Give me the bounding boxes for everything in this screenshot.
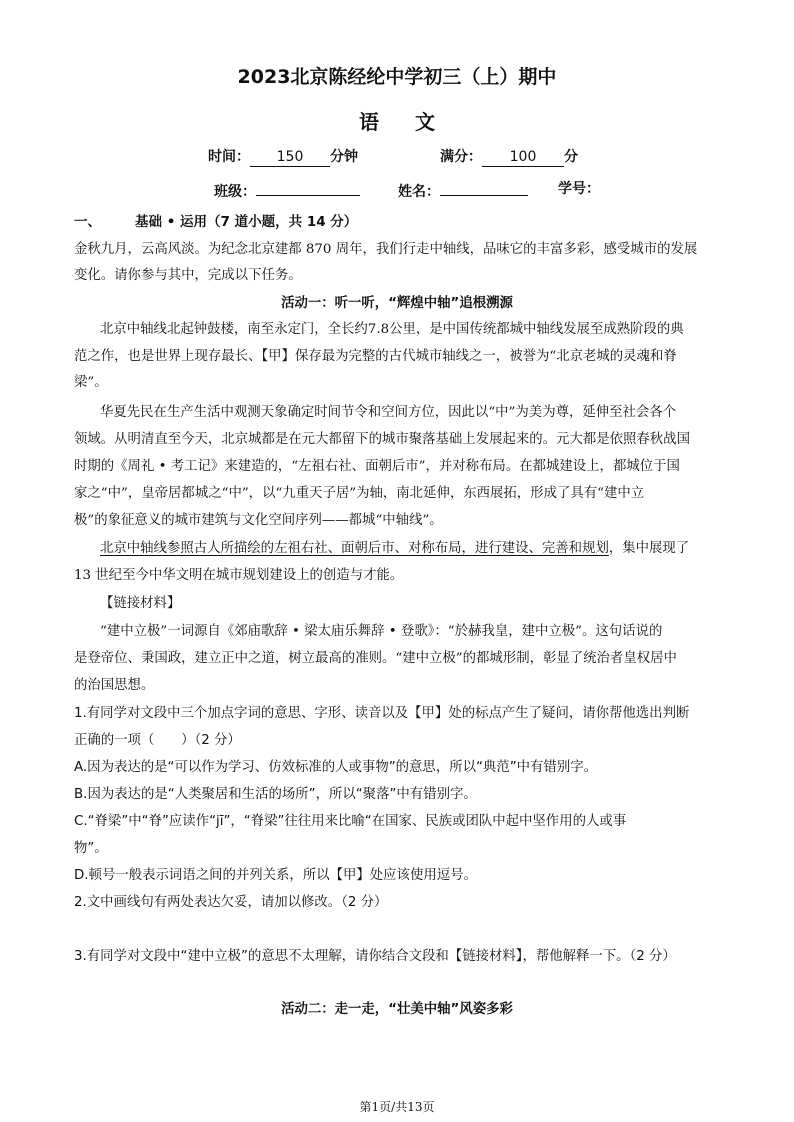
intro-line-2: 变化。请你参与其中，完成以下任务。 [74, 268, 302, 283]
a1-p3-line-2: 13 世纪至今中华文明在城市规划建设上的创造与才能。 [74, 568, 404, 583]
option-a: A.因为表达的是“可以作为学习、仿效标准的人或事物”的意思，所以“典范”中有错别字。 [74, 760, 597, 775]
exam-title: 2023北京陈经纶中学初三（上）期中 [237, 66, 557, 88]
link-line-3: 的治国思想。 [74, 678, 155, 693]
a1-p2-line-2: 领域。从明清直至今天，北京城都是在元大都留下的城市聚落基础上发展起来的。元大都是依照春秋战国 [74, 432, 690, 447]
question-1-line-1: 1.有同学对文段中三个加点字词的意思、字形、读音以及【甲】处的标点产生了疑问，请你帮他选出判断 [74, 706, 690, 721]
a1-p2-line-5: 极”的象征意义的城市建筑与文化空间序列——都城“中轴线”。 [74, 513, 443, 528]
score-unit: 分 [564, 149, 578, 165]
class-row [214, 178, 360, 201]
page-footer: 第1页/共13页 [359, 1100, 435, 1114]
a1-p2-line-4: 家之“中”，皇帝居都城之“中”，以“九重天子居”为轴，南北延伸，东西展拓，形成了具有“建中立 [74, 486, 645, 501]
id-label: 学号： [558, 181, 600, 197]
link-line-1: “建中立极”一词源自《郊庙歌辞 • 梁太庙乐舞辞 • 登歌》：“於赫我皇，建中立极”。这句话说的 [100, 624, 663, 639]
question-3: 3.有同学对文段中“建中立极”的意思不太理解，请你结合文段和【链接材料】，帮他解释一下。（2 分） [74, 949, 676, 964]
score-label: 满分： [440, 149, 482, 165]
name-row [398, 178, 528, 201]
a1-p2-line-1: 华夏先民在生产生活中观测天象确定时间节令和空间方位，因此以“中”为美为尊，延伸至社会各个 [100, 405, 677, 420]
class-field[interactable] [256, 178, 360, 196]
section-title: 基础 • 运用（7 道小题，共 14 分） [135, 214, 358, 230]
class-label: 班级： [214, 184, 256, 200]
a1-p3-line-1 [100, 537, 689, 556]
time-label: 时间： [208, 149, 250, 165]
time-unit: 分钟 [330, 149, 358, 165]
option-b: B.因为表达的是“人类聚居和生活的场所”，所以“聚落”中有错别字。 [74, 787, 477, 802]
a1-p1-line-3: 梁”。 [74, 375, 108, 390]
time-row [208, 146, 358, 167]
name-field[interactable] [440, 178, 528, 196]
link-line-2: 是登帝位、秉国政，建立正中之道，树立最高的准则。“建中立极”的都城形制，彰显了统治者皇权居中 [74, 651, 677, 666]
intro-line-1: 金秋九月，云高风淡。为纪念北京建都 870 周年，我们行走中轴线，品味它的丰富多彩，感受城市的发展 [74, 242, 698, 257]
id-row [558, 178, 600, 198]
option-c-line-2: 物”。 [74, 841, 108, 856]
exam-subject: 语文 [359, 110, 471, 134]
question-2: 2.文中画线句有两处表达欠妥，请加以修改。（2 分） [74, 895, 388, 910]
a1-p3-rest: ，集中展现了 [608, 541, 690, 556]
section-heading [74, 210, 357, 230]
link-material-title: 【链接材料】 [100, 596, 181, 611]
activity2-title: 活动二：走一走，“壮美中轴”风姿多彩 [281, 1002, 513, 1017]
underlined-sentence: 北京中轴线参照古人所描绘的左祖右社、面朝后市、对称布局，进行建设、完善和规划 [100, 541, 609, 556]
score-value: 100 [482, 149, 564, 167]
a1-p2-line-3: 时期的《周礼 • 考工记》来建造的，“左祖右社、面朝后市”，并对称布局。在都城建设上，都城位于国 [74, 459, 680, 474]
a1-p1-line-1: 北京中轴线北起钟鼓楼，南至永定门，全长约7.8公里，是中国传统都城中轴线发展至成熟阶段的典 [100, 322, 684, 337]
activity1-title: 活动一：听一听，“辉煌中轴”追根溯源 [281, 296, 513, 311]
score-row [440, 146, 578, 167]
option-d: D.顿号一般表示词语之间的并列关系，所以【甲】处应该使用逗号。 [74, 868, 477, 883]
name-label: 姓名： [398, 184, 440, 200]
section-number: 一、 [74, 214, 101, 230]
option-c-line-1: C.“脊梁”中“脊”应读作“jī”，“脊梁”往往用来比喻“在国家、民族或团队中起中坚作用的人或事 [74, 814, 627, 829]
time-value: 150 [250, 149, 330, 167]
a1-p1-line-2: 范之作，也是世界上现存最长、【甲】保存最为完整的古代城市轴线之一，被誉为“北京老城的灵魂和脊 [74, 349, 677, 364]
question-1-line-2: 正确的一项（ ）（2 分） [74, 733, 241, 748]
